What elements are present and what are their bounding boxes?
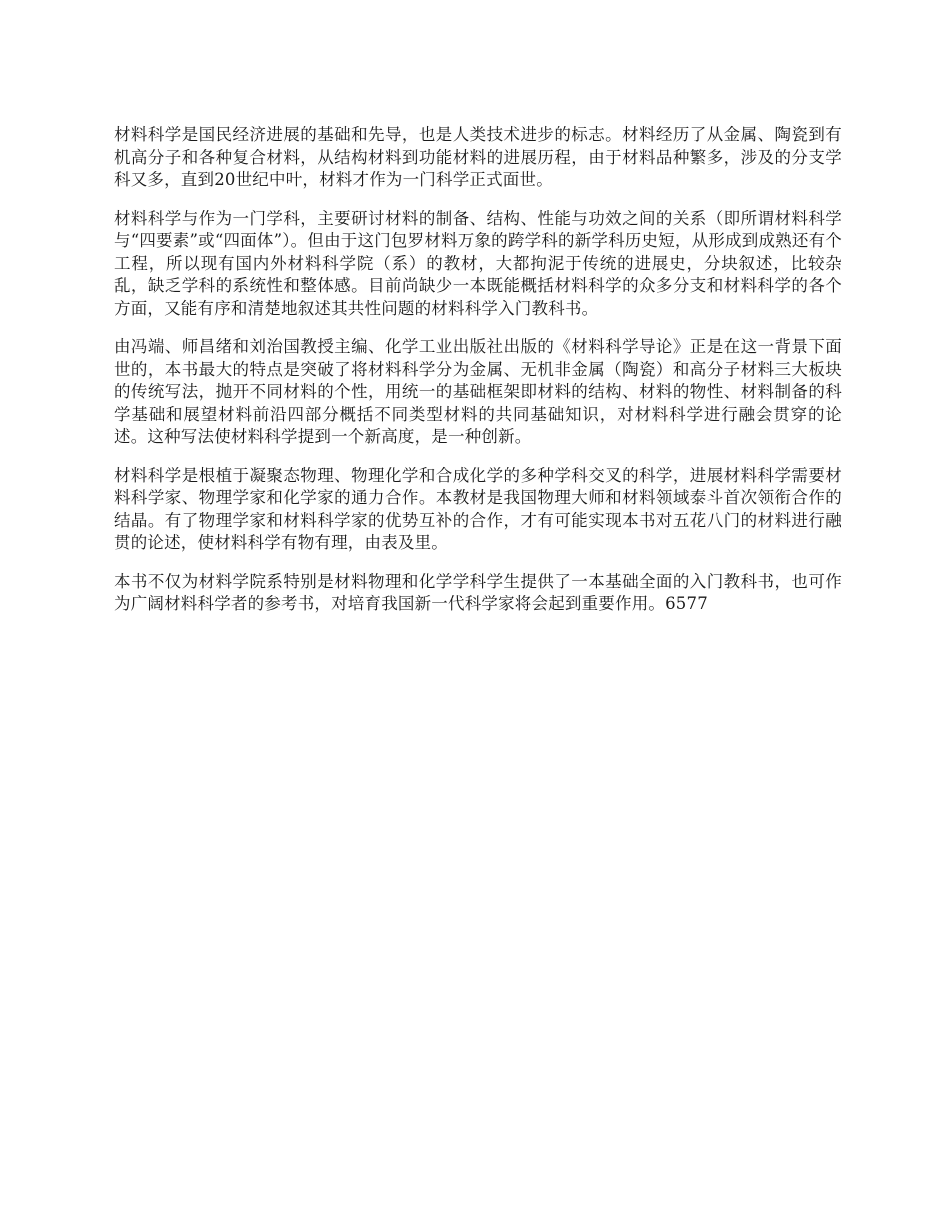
- paragraph-3: 由冯端、师昌绪和刘治国教授主编、化学工业出版社出版的《材料科学导论》正是在这一背景下面世的，本书最大的特点是突破了将材料科学分为金属、无机非金属（陶瓷）和高分子材料三大板块的传统写法，抛开不同材料的个性，用统一的基础框架即材料的结构、材料的物性、材料制备的科学基础和展望材料前沿四部分概括不同类型材料的共同基础知识，对材料科学进行融会贯穿的论述。这种写法使材料科学提到一个新高度，是一种创新。: [114, 337, 842, 446]
- paragraph-5: 本书不仅为材料学院系特别是材料物理和化学学科学生提供了一本基础全面的入门教科书，也可作为广阔材料科学者的参考书，对培育我国新一代科学家将会起到重要作用。6577: [114, 571, 842, 613]
- paragraph-2: 材料科学与作为一门学科，主要研讨材料的制备、结构、性能与功效之间的关系（即所谓材料科学与“四要素”或“四面体”）。但由于这门包罗材料万象的跨学科的新学科历史短，从形成到成熟还有个工程，所以现有国内外材料科学院（系）的教材，大都拘泥于传统的进展史，分块叙述，比较杂乱，缺乏学科的系统性和整体感。目前尚缺少一本既能概括材料科学的众多分支和材料科学的各个方面，又能有序和清楚地叙述其共性问题的材料科学入门教科书。: [114, 208, 842, 318]
- document-body: [114, 124, 842, 632]
- paragraph-1: 材料科学是国民经济进展的基础和先导，也是人类技术进步的标志。材料经历了从金属、陶瓷到有机高分子和各种复合材料，从结构材料到功能材料的进展历程，由于材料品种繁多，涉及的分支学科又多，直到20世纪中叶，材料才作为一门科学正式面世。: [114, 125, 842, 189]
- paragraph-4: 材料科学是根植于凝聚态物理、物理化学和合成化学的多种学科交叉的科学，进展材料科学需要材料科学家、物理学家和化学家的通力合作。本教材是我国物理大师和材料领域泰斗首次领衔合作的结晶。有了物理学家和材料科学家的优势互补的合作，才有可能实现本书对五花八门的材料进行融贯的论述，使材料科学有物有理，由表及里。: [114, 465, 842, 552]
